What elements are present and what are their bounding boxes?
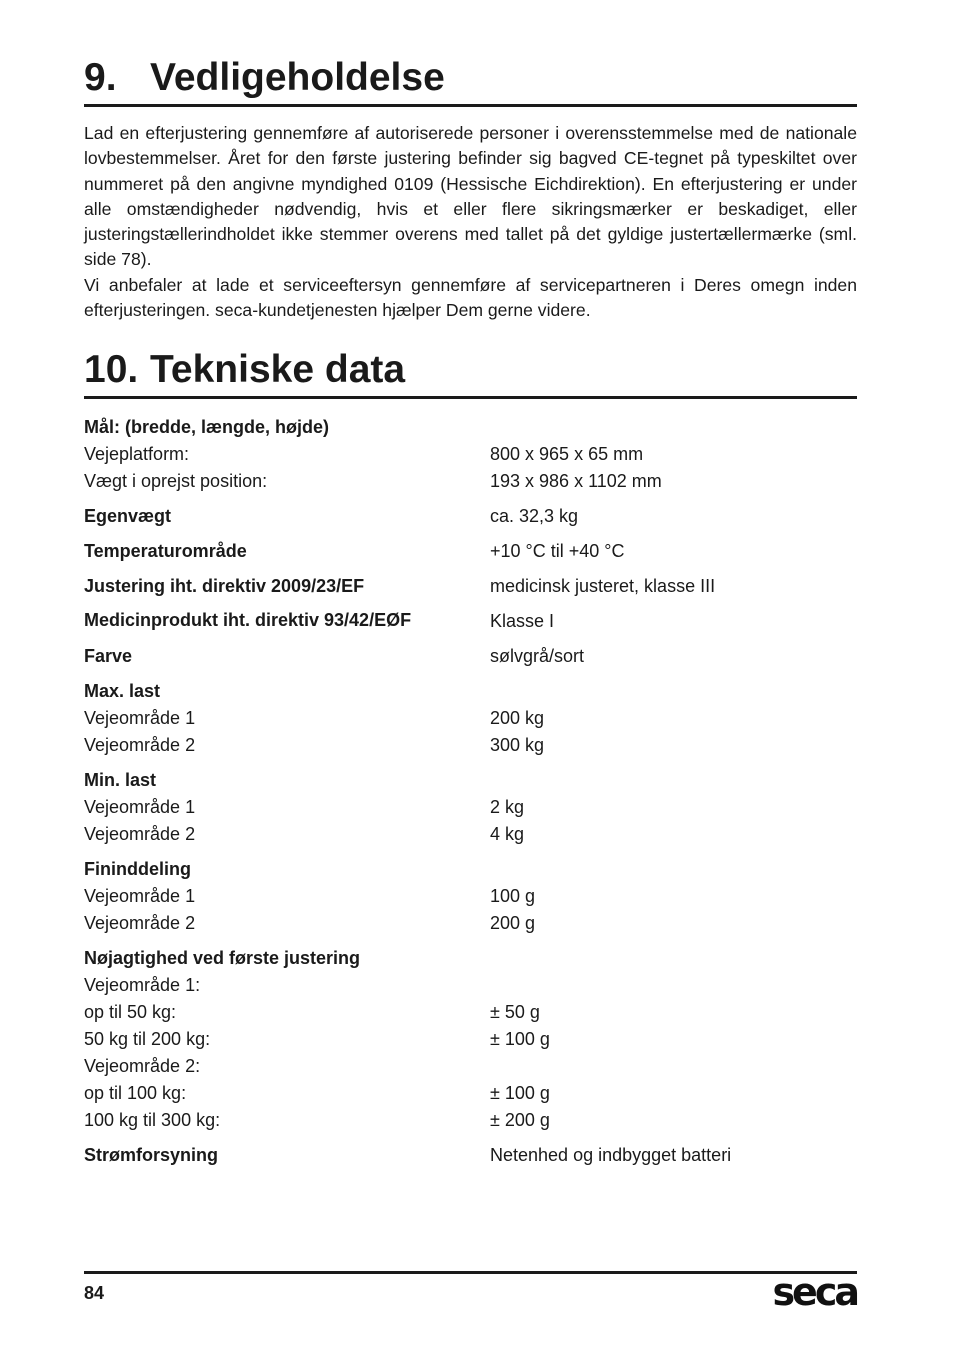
- spec-row: [84, 821, 857, 848]
- spec-label: op til 50 kg:: [84, 1002, 177, 1022]
- spec-label: Vejeområde 1: [84, 708, 196, 728]
- spec-row: [84, 910, 857, 937]
- spec-heading: Strømforsyning: [84, 1145, 219, 1165]
- spec-value: 200 g: [490, 913, 536, 933]
- spec-row: [84, 945, 857, 972]
- spec-group: [84, 856, 857, 937]
- spec-heading: Farve: [84, 646, 133, 666]
- page-number: 84: [84, 1283, 105, 1303]
- spec-label: 50 kg til 200 kg:: [84, 1029, 211, 1049]
- spec-label: Vejeområde 2:: [84, 1056, 201, 1076]
- spec-heading: Medicinprodukt iht. direktiv 93/42/EØF: [84, 610, 412, 630]
- spec-value: ± 50 g: [490, 1002, 540, 1022]
- section-9-number: 9.: [84, 56, 117, 99]
- footer-divider: [84, 1271, 857, 1274]
- spec-row: [84, 678, 857, 705]
- spec-value: 300 kg: [490, 735, 545, 755]
- spec-row: [84, 643, 857, 670]
- spec-value: Klasse I: [490, 611, 555, 631]
- spec-label: Vejeområde 1:: [84, 975, 201, 995]
- spec-value: [490, 414, 857, 441]
- spec-value: [490, 1053, 857, 1080]
- section-10-number: 10.: [84, 348, 139, 391]
- maintenance-paragraph-2: Vi anbefaler at lade et serviceeftersyn gennemføre af servicepartneren i Deres omegn inden efterjusteringen. seca-kundetjenesten hjælper Dem gerne videre.: [84, 274, 857, 321]
- section-9-heading: [84, 56, 857, 107]
- spec-row: [84, 414, 857, 441]
- spec-group: [84, 767, 857, 848]
- spec-label: Vejeområde 1: [84, 886, 196, 906]
- spec-value: ± 100 g: [490, 1083, 550, 1103]
- spec-label: Vejeområde 2: [84, 913, 196, 933]
- spec-label: 100 kg til 300 kg:: [84, 1110, 221, 1130]
- spec-label: op til 100 kg:: [84, 1083, 187, 1103]
- spec-label: Vejeplatform:: [84, 444, 190, 464]
- spec-row: [84, 1080, 857, 1107]
- spec-heading: Nøjagtighed ved første justering: [84, 948, 361, 968]
- spec-group: [84, 945, 857, 1134]
- spec-value: +10 °C til +40 °C: [490, 541, 625, 561]
- spec-row: [84, 1107, 857, 1134]
- spec-row: [84, 767, 857, 794]
- spec-value: 2 kg: [490, 797, 525, 817]
- spec-value: 200 kg: [490, 708, 545, 728]
- spec-value: 100 g: [490, 886, 536, 906]
- section-10-heading: [84, 348, 857, 399]
- spec-value: sølvgrå/sort: [490, 646, 585, 666]
- spec-group: [84, 608, 857, 635]
- spec-row: [84, 794, 857, 821]
- spec-value: medicinsk justeret, klasse III: [490, 576, 716, 596]
- spec-row: [84, 705, 857, 732]
- spec-label: Vægt i oprejst position:: [84, 471, 268, 491]
- seca-logo: seca: [772, 1270, 857, 1314]
- spec-group: [84, 1142, 857, 1169]
- spec-label: Vejeområde 1: [84, 797, 196, 817]
- spec-group: [84, 503, 857, 530]
- spec-label: Vejeområde 2: [84, 824, 196, 844]
- spec-row: [84, 883, 857, 910]
- spec-heading: Mål: (bredde, længde, højde): [84, 417, 330, 437]
- spec-value: 800 x 965 x 65 mm: [490, 444, 644, 464]
- spec-group: [84, 538, 857, 565]
- spec-value: 4 kg: [490, 824, 525, 844]
- spec-row: [84, 1142, 857, 1169]
- spec-row: [84, 999, 857, 1026]
- spec-heading: Egenvægt: [84, 506, 172, 526]
- spec-heading: Min. last: [84, 770, 157, 790]
- spec-row: [84, 441, 857, 468]
- spec-group: [84, 573, 857, 600]
- spec-value: [490, 767, 857, 794]
- spec-row: [84, 856, 857, 883]
- spec-value: ± 200 g: [490, 1110, 550, 1130]
- spec-value: [490, 678, 857, 705]
- section-10-title: Tekniske data: [150, 348, 406, 391]
- spec-heading: Fininddeling: [84, 859, 191, 879]
- maintenance-paragraph-1: Lad en efterjustering gennemføre af autoriserede personer i overensstemmelse med de nationale lovbestemmelser. Året for den første justering befinder sig bagved CE-tegnet på typeskiltet over nummeret på den angivne myndighed 0109 (Hessische Eichdirektion). En efterjustering er under alle omstændigheder nødvendig, hvis et eller flere sikringsmærker er beskadiget, eller justeringstællerindholdet ikke stemmer overens med tallet på det gyldige justertællermærke (sml. side 78).: [84, 123, 857, 270]
- spec-row: [84, 972, 857, 999]
- spec-row: [84, 1053, 857, 1080]
- spec-value: Netenhed og indbygget batteri: [490, 1145, 732, 1165]
- spec-heading: Justering iht. direktiv 2009/23/EF: [84, 576, 365, 596]
- spec-value: 193 x 986 x 1102 mm: [490, 471, 662, 491]
- spec-row: [84, 732, 857, 759]
- spec-label: Vejeområde 2: [84, 735, 196, 755]
- spec-heading: Temperaturområde: [84, 541, 247, 561]
- spec-row: [84, 608, 857, 635]
- section-9-title: Vedligeholdelse: [150, 56, 445, 99]
- spec-value: ± 100 g: [490, 1029, 550, 1049]
- spec-value: [490, 945, 857, 972]
- spec-value: [490, 856, 857, 883]
- spec-row: [84, 1026, 857, 1053]
- spec-value: ca. 32,3 kg: [490, 506, 579, 526]
- spec-group: [84, 678, 857, 759]
- tech-data-table: [84, 414, 857, 1177]
- spec-row: [84, 538, 857, 565]
- spec-value: [490, 972, 857, 999]
- spec-heading: Max. last: [84, 681, 161, 701]
- spec-group: [84, 643, 857, 670]
- maintenance-text: [84, 121, 857, 323]
- spec-row: [84, 503, 857, 530]
- spec-row: [84, 468, 857, 495]
- spec-row: [84, 573, 857, 600]
- spec-group: [84, 414, 857, 495]
